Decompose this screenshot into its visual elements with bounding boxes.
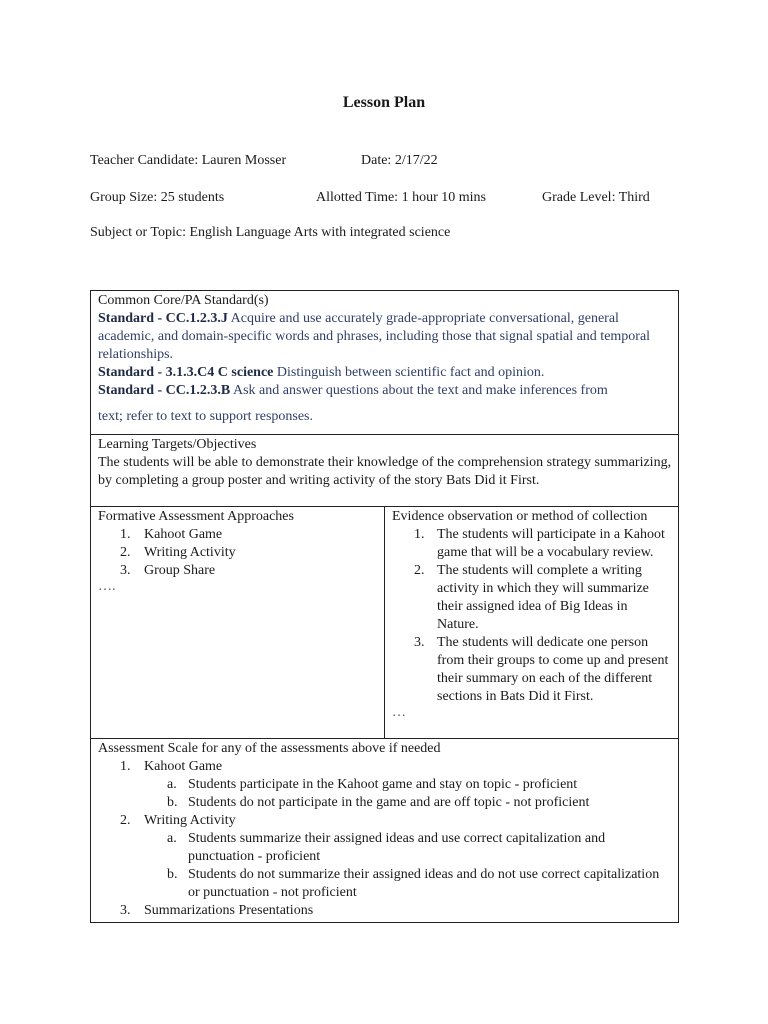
standards-heading: Common Core/PA Standard(s) — [98, 293, 269, 308]
list-item: a. Students participate in the Kahoot game and stay on topic - proficient — [167, 777, 578, 792]
scale-list — [98, 812, 672, 830]
list-item: a. Students summarize their assigned ideas and use correct capitalization and punctuation - proficient — [167, 831, 606, 864]
list-item: 3. Summarizations Presentations — [120, 903, 314, 918]
standard-text: Ask and answer questions about the text and make inferences from — [230, 383, 608, 398]
document-title: Lesson Plan — [342, 94, 426, 111]
list-item: 1. The students will participate in a Kahoot game that will be a vocabulary review. — [414, 527, 665, 560]
standard-item — [98, 364, 672, 382]
standard-code: Standard - 3.1.3.C4 C science — [98, 365, 274, 380]
standard-code: Standard - CC.1.2.3.B — [98, 383, 231, 398]
teacher-candidate: Teacher Candidate: Lauren Mosser — [90, 153, 287, 168]
standard-item — [98, 382, 672, 400]
grade-level: Grade Level: Third — [542, 190, 650, 205]
objectives-text: The students will be able to demonstrate their knowledge of the comprehension strategy summarizing, by completing a group poster and writing activity of the story Bats Did it First. — [98, 455, 672, 488]
list-item: 3. Group Share — [120, 563, 216, 578]
scale-cell — [91, 739, 679, 923]
list-item: 3. The students will dedicate one person from their groups to come up and present their summary on each of the different sections in Bats Did it First. — [414, 635, 669, 704]
objectives-row — [91, 435, 679, 507]
objectives-heading: Learning Targets/Objectives — [98, 437, 257, 452]
list-item: b. Students do not summarize their assigned ideas and do not use correct capitalization or punctuation - not proficient — [167, 867, 660, 900]
standard-continuation: text; refer to text to support responses. — [98, 409, 314, 424]
standard-text: Distinguish between scientific fact and opinion. — [273, 365, 545, 380]
list-item: 2. Writing Activity — [120, 813, 236, 828]
standard-text: Acquire and use accurately grade-appropriate conversational, general academic, and domain-specific words and phrases, including those that signal spatial and temporal relationships. — [98, 311, 651, 362]
formative-heading: Formative Assessment Approaches — [98, 509, 294, 524]
evidence-ellipsis: … — [392, 705, 406, 720]
list-item: 2. Writing Activity — [120, 545, 236, 560]
evidence-cell — [385, 507, 679, 739]
list-item: 2. The students will complete a writing activity in which they will summarize their assigned idea of Big Ideas in Nature. — [414, 563, 649, 632]
standards-row — [91, 291, 679, 435]
scale-sublist — [98, 776, 672, 812]
scale-list — [98, 758, 672, 776]
scale-row — [91, 739, 679, 923]
allotted-time: Allotted Time: 1 hour 10 mins — [316, 190, 486, 205]
evidence-heading: Evidence observation or method of collection — [392, 509, 648, 524]
evidence-list — [392, 526, 672, 706]
scale-sublist — [98, 830, 672, 902]
list-item: b. Students do not participate in the game and are off topic - not proficient — [167, 795, 590, 810]
scale-list — [98, 902, 672, 920]
lesson-plan-table — [90, 290, 679, 923]
standard-item — [98, 310, 672, 364]
list-item: 1. Kahoot Game — [120, 527, 223, 542]
group-size: Group Size: 25 students — [90, 190, 225, 205]
formative-cell — [91, 507, 385, 739]
assessment-row — [91, 507, 679, 739]
formative-list — [98, 526, 378, 580]
formative-ellipsis: …. — [98, 579, 116, 594]
scale-heading: Assessment Scale for any of the assessments above if needed — [98, 741, 441, 756]
subject-topic: Subject or Topic: English Language Arts with integrated science — [90, 225, 451, 240]
list-item: 1. Kahoot Game — [120, 759, 223, 774]
standard-code: Standard - CC.1.2.3.J — [98, 311, 228, 326]
objectives-cell — [91, 435, 679, 507]
standards-cell — [91, 291, 679, 435]
lesson-date: Date: 2/17/22 — [361, 153, 438, 168]
